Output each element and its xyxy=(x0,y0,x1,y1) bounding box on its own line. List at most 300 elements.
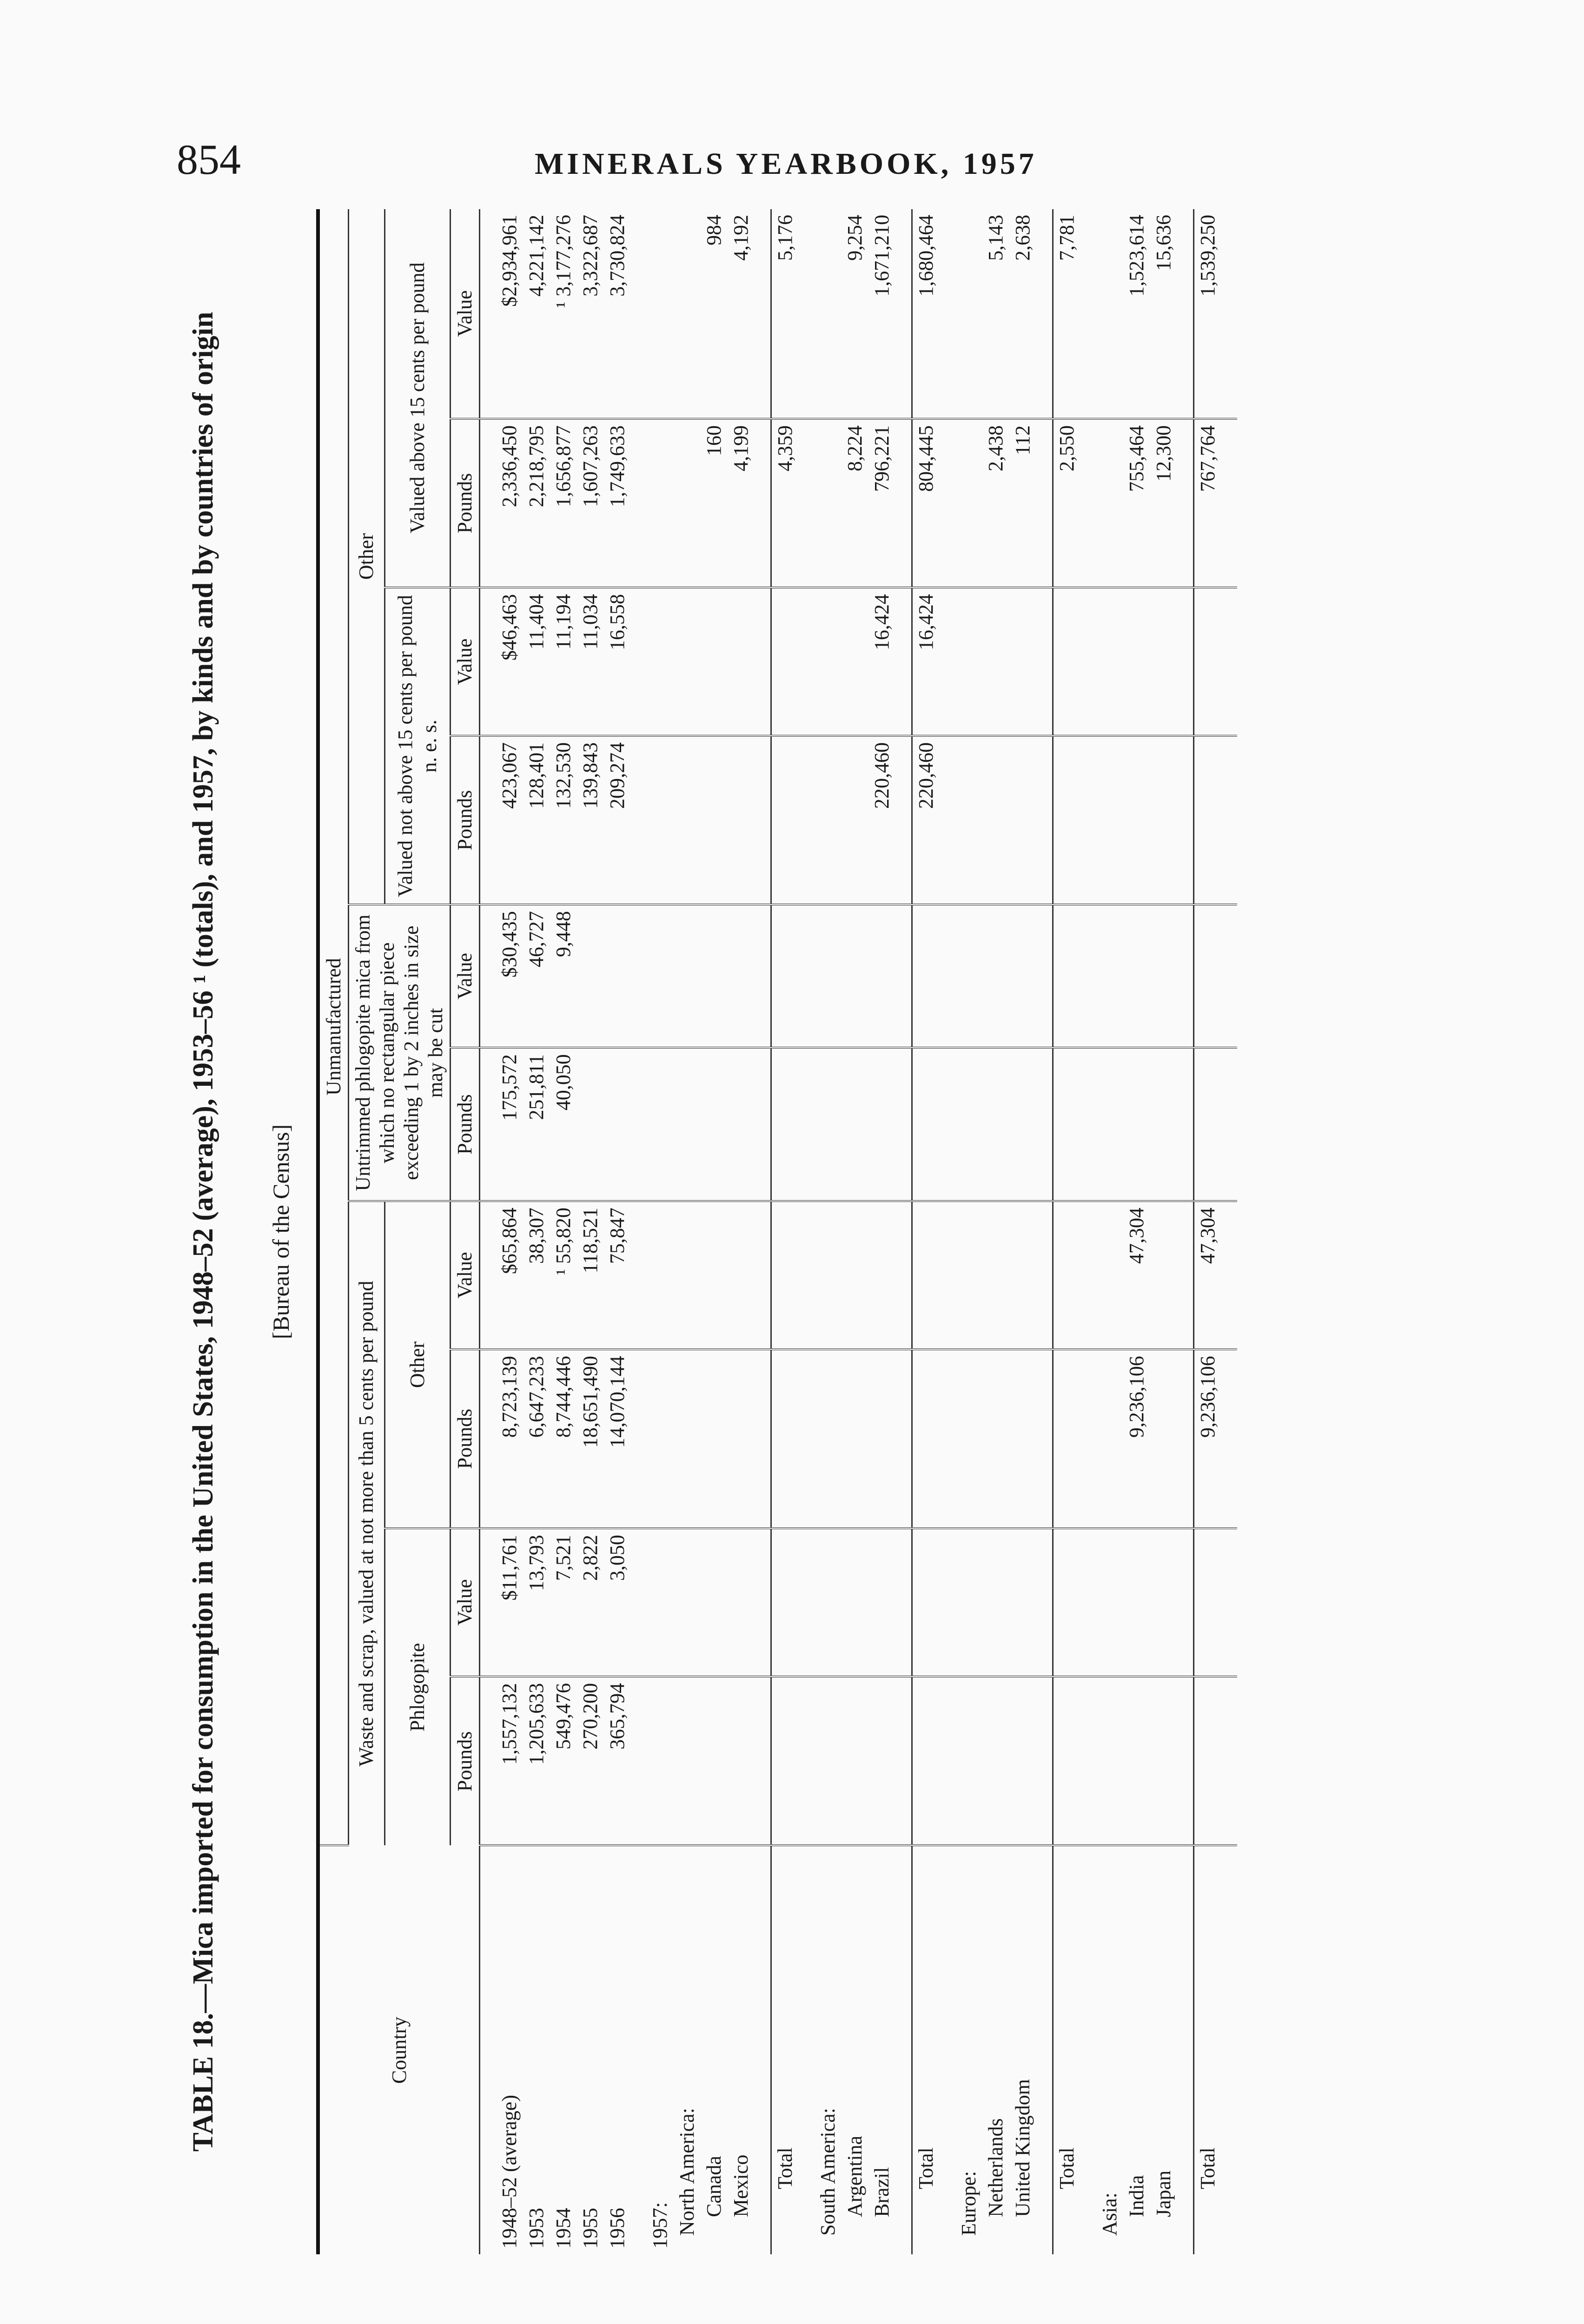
spacer-cell xyxy=(1221,1845,1237,2254)
data-cell xyxy=(674,1201,701,1349)
spacer-cell xyxy=(755,1201,771,1349)
spacer-cell xyxy=(1080,419,1096,588)
spacer-cell xyxy=(1080,1845,1096,2254)
data-cell: 365,794 xyxy=(604,1677,631,1845)
spacer-cell xyxy=(799,736,815,905)
row-label: Mexico xyxy=(729,2154,752,2217)
data-cell xyxy=(842,1048,868,1201)
data-cell: 160 xyxy=(701,419,728,588)
data-cell: 220,460 xyxy=(868,736,895,905)
data-cell xyxy=(982,588,1009,736)
data-cell: 2,218,795 xyxy=(523,419,550,588)
spacer-cell xyxy=(1221,736,1237,905)
data-cell xyxy=(868,905,895,1048)
row-label: Netherlands xyxy=(984,2118,1007,2217)
spacer-cell xyxy=(480,588,497,736)
data-cell xyxy=(1053,1677,1081,1845)
data-cell: 4,221,142 xyxy=(523,209,550,419)
table-source: [Bureau of the Census] xyxy=(268,1124,294,1340)
data-cell xyxy=(701,1528,728,1677)
data-cell xyxy=(674,209,701,419)
spacer-cell xyxy=(1177,588,1194,736)
spacer-row xyxy=(480,209,497,2254)
data-cell: 46,727 xyxy=(523,905,550,1048)
data-cell xyxy=(647,588,674,736)
spacer-cell xyxy=(940,1677,955,1845)
spacer-cell xyxy=(940,905,955,1048)
data-cell: 132,530 xyxy=(550,736,577,905)
data-cell xyxy=(1053,1201,1081,1349)
data-cell xyxy=(1194,1048,1222,1201)
data-cell xyxy=(815,1048,842,1201)
data-cell xyxy=(868,1677,895,1845)
data-cell xyxy=(1096,1528,1123,1677)
data-cell xyxy=(1009,1048,1036,1201)
data-cell: 755,464 xyxy=(1123,419,1150,588)
data-cell xyxy=(1009,588,1036,736)
data-cell: $30,435 xyxy=(496,905,523,1048)
data-cell xyxy=(728,1201,755,1349)
spacer-row xyxy=(940,209,955,2254)
data-cell xyxy=(868,1048,895,1201)
data-cell: 1,607,263 xyxy=(577,419,604,588)
data-cell xyxy=(955,1528,982,1677)
table-row xyxy=(496,209,523,2254)
data-cell xyxy=(955,1201,982,1349)
data-cell: 175,572 xyxy=(496,1048,523,1201)
spacer-cell xyxy=(480,419,497,588)
data-cell xyxy=(982,736,1009,905)
spacer-cell xyxy=(1036,209,1053,419)
data-cell: $46,463 xyxy=(496,588,523,736)
data-cell: 8,224 xyxy=(842,419,868,588)
spacer-cell xyxy=(940,1528,955,1677)
table-row xyxy=(982,209,1009,2254)
data-cell xyxy=(1150,905,1177,1048)
table-row xyxy=(550,209,577,2254)
data-cell xyxy=(982,1349,1009,1528)
data-cell xyxy=(1123,905,1150,1048)
spacer-cell xyxy=(1080,905,1096,1048)
data-cell: 14,070,144 xyxy=(604,1349,631,1528)
value-header: Value xyxy=(451,209,480,419)
data-cell xyxy=(912,1528,940,1677)
spacer-cell xyxy=(755,1845,771,2254)
row-label: North America: xyxy=(676,2108,698,2236)
data-cell xyxy=(1194,1677,1222,1845)
spacer-cell xyxy=(940,1349,955,1528)
data-cell: ¹ 3,177,276 xyxy=(550,209,577,419)
data-cell xyxy=(1150,736,1177,905)
spacer-cell xyxy=(1177,1048,1194,1201)
data-cell: 4,192 xyxy=(728,209,755,419)
spacer-cell xyxy=(1221,1048,1237,1201)
rotated-table-block xyxy=(186,209,1372,2254)
spacer-cell xyxy=(895,1048,912,1201)
data-cell xyxy=(647,1349,674,1528)
data-cell xyxy=(955,905,982,1048)
spacer-row xyxy=(799,209,815,2254)
data-cell: 8,723,139 xyxy=(496,1349,523,1528)
data-cell: 1,749,633 xyxy=(604,419,631,588)
data-cell: 128,401 xyxy=(523,736,550,905)
phlogopite-header: Phlogopite xyxy=(384,1528,451,1845)
spacer-cell xyxy=(631,419,647,588)
data-cell xyxy=(728,1048,755,1201)
table-row xyxy=(1096,209,1123,2254)
data-cell xyxy=(1194,588,1222,736)
spacer-cell xyxy=(799,1845,815,2254)
data-cell xyxy=(1123,736,1150,905)
untrimmed-phlogopite-header: Untrimmed phlogopite mica from which no rectangular piece exceeding 1 by 2 inches in size may be cut xyxy=(349,905,451,1201)
row-label: India xyxy=(1125,2175,1148,2217)
spacer-cell xyxy=(480,736,497,905)
data-cell xyxy=(771,1048,799,1201)
data-cell xyxy=(842,736,868,905)
data-cell xyxy=(728,1349,755,1528)
data-cell xyxy=(912,1349,940,1528)
data-cell xyxy=(1009,736,1036,905)
spacer-row xyxy=(1221,209,1237,2254)
data-cell: 7,781 xyxy=(1053,209,1081,419)
data-cell xyxy=(815,905,842,1048)
spacer-cell xyxy=(1177,905,1194,1048)
row-label: 1955 xyxy=(579,2208,602,2249)
data-cell xyxy=(771,1528,799,1677)
data-cell xyxy=(912,905,940,1048)
table-row xyxy=(1009,209,1036,2254)
data-cell xyxy=(1123,1528,1150,1677)
spacer-cell xyxy=(631,1528,647,1677)
data-cell: 11,034 xyxy=(577,588,604,736)
spacer-row xyxy=(1080,209,1096,2254)
row-label: Europe: xyxy=(957,2171,980,2236)
data-cell xyxy=(982,1048,1009,1201)
row-label: 1954 xyxy=(552,2208,575,2249)
spacer-cell xyxy=(895,1201,912,1349)
table-row xyxy=(912,209,940,2254)
data-cell xyxy=(955,1048,982,1201)
data-cell xyxy=(674,588,701,736)
row-label: Argentina xyxy=(843,2135,866,2217)
spacer-cell xyxy=(1080,1677,1096,1845)
data-cell xyxy=(1096,736,1123,905)
spacer-cell xyxy=(1036,1845,1053,2254)
spacer-cell xyxy=(755,1048,771,1201)
data-cell xyxy=(815,209,842,419)
data-cell xyxy=(647,419,674,588)
spacer-cell xyxy=(940,1201,955,1349)
data-cell xyxy=(674,736,701,905)
spacer-cell xyxy=(755,736,771,905)
mica-imports-table xyxy=(316,209,1237,2254)
data-cell xyxy=(1096,419,1123,588)
data-cell xyxy=(1096,1677,1123,1845)
not-above-15-header: Valued not above 15 cents per pound n. e. s. xyxy=(384,588,451,905)
spacer-cell xyxy=(1177,419,1194,588)
pounds-header: Pounds xyxy=(451,1677,480,1845)
data-cell xyxy=(815,1677,842,1845)
spacer-cell xyxy=(631,588,647,736)
data-cell xyxy=(842,905,868,1048)
data-cell: 47,304 xyxy=(1123,1201,1150,1349)
table-title: TABLE 18.—Mica imported for consumption in the United States, 1948–52 (average), 1953–56 ¹ (totals), and 1957, by kinds and by countries of origin xyxy=(187,311,219,2152)
data-cell: 75,847 xyxy=(604,1201,631,1349)
data-cell xyxy=(728,905,755,1048)
data-cell: 139,843 xyxy=(577,736,604,905)
data-cell xyxy=(701,1349,728,1528)
data-cell xyxy=(912,1201,940,1349)
data-cell: 251,811 xyxy=(523,1048,550,1201)
spacer-cell xyxy=(480,1201,497,1349)
data-cell xyxy=(1009,1201,1036,1349)
data-cell xyxy=(955,736,982,905)
data-cell xyxy=(1009,1349,1036,1528)
table-row xyxy=(701,209,728,2254)
data-cell xyxy=(771,1349,799,1528)
spacer-cell xyxy=(799,209,815,419)
data-cell xyxy=(982,1528,1009,1677)
data-cell: 5,143 xyxy=(982,209,1009,419)
spacer-cell xyxy=(480,1845,497,2254)
data-cell: 16,424 xyxy=(912,588,940,736)
spacer-cell xyxy=(940,1845,955,2254)
spacer-cell xyxy=(895,1845,912,2254)
data-cell: 4,359 xyxy=(771,419,799,588)
data-cell: 9,236,106 xyxy=(1194,1349,1222,1528)
data-cell: 2,638 xyxy=(1009,209,1036,419)
unmanufactured-header: Unmanufactured xyxy=(318,209,349,1845)
table-row xyxy=(577,209,604,2254)
spacer-cell xyxy=(799,1528,815,1677)
data-cell xyxy=(728,1677,755,1845)
spacer-cell xyxy=(1036,1677,1053,1845)
data-cell: 5,176 xyxy=(771,209,799,419)
data-cell: 13,793 xyxy=(523,1528,550,1677)
above-15-header: Valued above 15 cents per pound xyxy=(384,209,451,588)
spacer-cell xyxy=(480,209,497,419)
spacer-cell xyxy=(1036,588,1053,736)
data-cell: 40,050 xyxy=(550,1048,577,1201)
data-cell xyxy=(1194,736,1222,905)
data-cell xyxy=(771,588,799,736)
spacer-cell xyxy=(799,1677,815,1845)
spacer-cell xyxy=(895,419,912,588)
data-cell: 11,194 xyxy=(550,588,577,736)
spacer-cell xyxy=(1080,736,1096,905)
spacer-cell xyxy=(1036,1349,1053,1528)
data-cell xyxy=(674,1677,701,1845)
spacer-cell xyxy=(940,1048,955,1201)
data-cell: $65,864 xyxy=(496,1201,523,1349)
spacer-row xyxy=(1036,209,1053,2254)
data-cell xyxy=(771,736,799,905)
spacer-cell xyxy=(631,1048,647,1201)
data-cell xyxy=(1053,1349,1081,1528)
data-cell: 2,438 xyxy=(982,419,1009,588)
data-cell xyxy=(955,1349,982,1528)
data-cell: 1,205,633 xyxy=(523,1677,550,1845)
spacer-row xyxy=(1177,209,1194,2254)
data-cell: 220,460 xyxy=(912,736,940,905)
data-cell xyxy=(701,905,728,1048)
table-row xyxy=(674,209,701,2254)
data-cell xyxy=(728,1528,755,1677)
data-cell: 11,404 xyxy=(523,588,550,736)
data-cell xyxy=(842,588,868,736)
data-cell: 1,523,614 xyxy=(1123,209,1150,419)
data-cell: 12,300 xyxy=(1150,419,1177,588)
data-cell: 1,557,132 xyxy=(496,1677,523,1845)
country-header: Country xyxy=(318,1845,480,2254)
data-cell xyxy=(647,1528,674,1677)
data-cell: 3,322,687 xyxy=(577,209,604,419)
spacer-cell xyxy=(1080,1201,1096,1349)
spacer-cell xyxy=(940,736,955,905)
data-cell xyxy=(1096,1349,1123,1528)
data-cell: 6,647,233 xyxy=(523,1349,550,1528)
spacer-cell xyxy=(1036,419,1053,588)
data-cell: 1,671,210 xyxy=(868,209,895,419)
data-cell xyxy=(647,905,674,1048)
spacer-cell xyxy=(1221,1201,1237,1349)
data-cell xyxy=(701,736,728,905)
data-cell: 18,651,490 xyxy=(577,1349,604,1528)
data-cell: ¹ 55,820 xyxy=(550,1201,577,1349)
data-cell xyxy=(1096,905,1123,1048)
spacer-cell xyxy=(895,1677,912,1845)
data-cell xyxy=(1150,1528,1177,1677)
spacer-cell xyxy=(1177,209,1194,419)
row-label: Canada xyxy=(703,2156,725,2217)
spacer-cell xyxy=(755,1349,771,1528)
data-cell xyxy=(1123,588,1150,736)
row-label: 1957: xyxy=(649,2202,671,2249)
pounds-header: Pounds xyxy=(451,1349,480,1528)
spacer-cell xyxy=(480,1677,497,1845)
data-cell xyxy=(955,419,982,588)
spacer-cell xyxy=(799,1349,815,1528)
data-cell: 3,050 xyxy=(604,1528,631,1677)
data-cell xyxy=(868,1528,895,1677)
spacer-cell xyxy=(1036,1048,1053,1201)
data-cell: 47,304 xyxy=(1194,1201,1222,1349)
data-cell xyxy=(1009,1677,1036,1845)
data-cell xyxy=(1194,1528,1222,1677)
data-cell: 804,445 xyxy=(912,419,940,588)
row-label: Total xyxy=(771,1845,799,2254)
table-row xyxy=(1053,209,1081,2254)
spacer-cell xyxy=(755,588,771,736)
spacer-cell xyxy=(631,905,647,1048)
data-cell: 4,199 xyxy=(728,419,755,588)
data-cell xyxy=(674,1048,701,1201)
spacer-cell xyxy=(1221,588,1237,736)
spacer-cell xyxy=(1221,1528,1237,1677)
spacer-cell xyxy=(480,905,497,1048)
data-cell xyxy=(771,1201,799,1349)
data-cell: 984 xyxy=(701,209,728,419)
row-label: Total xyxy=(1194,1845,1222,2254)
table-row xyxy=(523,209,550,2254)
row-label: Brazil xyxy=(870,2167,893,2217)
data-cell xyxy=(1150,1201,1177,1349)
spacer-cell xyxy=(895,209,912,419)
value-header: Value xyxy=(451,1201,480,1349)
value-header: Value xyxy=(451,588,480,736)
spacer-cell xyxy=(1221,1349,1237,1528)
data-cell xyxy=(647,209,674,419)
spacer-row xyxy=(755,209,771,2254)
data-cell xyxy=(647,1677,674,1845)
data-cell xyxy=(1009,905,1036,1048)
data-cell: $2,934,961 xyxy=(496,209,523,419)
data-cell xyxy=(912,1048,940,1201)
spacer-cell xyxy=(1036,736,1053,905)
spacer-cell xyxy=(631,1677,647,1845)
data-cell: 209,274 xyxy=(604,736,631,905)
data-cell xyxy=(728,736,755,905)
spacer-cell xyxy=(480,1528,497,1677)
data-cell xyxy=(1053,1528,1081,1677)
data-cell xyxy=(701,1048,728,1201)
spacer-cell xyxy=(940,419,955,588)
data-cell xyxy=(674,1349,701,1528)
data-cell xyxy=(815,588,842,736)
spacer-cell xyxy=(799,905,815,1048)
data-cell xyxy=(674,905,701,1048)
spacer-row xyxy=(895,209,912,2254)
data-cell xyxy=(1096,1048,1123,1201)
spacer-cell xyxy=(755,1677,771,1845)
data-cell xyxy=(815,1528,842,1677)
spacer-cell xyxy=(755,1528,771,1677)
data-cell xyxy=(982,1201,1009,1349)
data-cell xyxy=(728,588,755,736)
data-cell xyxy=(1096,588,1123,736)
data-cell xyxy=(842,1528,868,1677)
spacer-cell xyxy=(480,1349,497,1528)
data-cell: 423,067 xyxy=(496,736,523,905)
data-cell xyxy=(1096,1201,1123,1349)
data-cell xyxy=(1053,736,1081,905)
spacer-cell xyxy=(940,209,955,419)
data-cell: 9,254 xyxy=(842,209,868,419)
running-head: MINERALS YEARBOOK, 1957 xyxy=(535,147,1037,181)
spacer-cell xyxy=(1080,1048,1096,1201)
spacer-cell xyxy=(895,588,912,736)
data-cell: 270,200 xyxy=(577,1677,604,1845)
data-cell xyxy=(842,1201,868,1349)
spacer-cell xyxy=(755,905,771,1048)
spacer-cell xyxy=(1177,1528,1194,1677)
data-cell xyxy=(1123,1677,1150,1845)
spacer-cell xyxy=(1036,905,1053,1048)
data-cell: 7,521 xyxy=(550,1528,577,1677)
spacer-cell xyxy=(799,1048,815,1201)
row-label: Total xyxy=(912,1845,940,2254)
table-body xyxy=(480,209,1238,2254)
spacer-cell xyxy=(1036,1528,1053,1677)
spacer-cell xyxy=(1080,209,1096,419)
spacer-cell xyxy=(631,209,647,419)
spacer-cell xyxy=(895,1528,912,1677)
data-cell xyxy=(1053,1048,1081,1201)
table-row xyxy=(1123,209,1150,2254)
spacer-cell xyxy=(895,905,912,1048)
data-cell xyxy=(868,1201,895,1349)
table-row xyxy=(842,209,868,2254)
